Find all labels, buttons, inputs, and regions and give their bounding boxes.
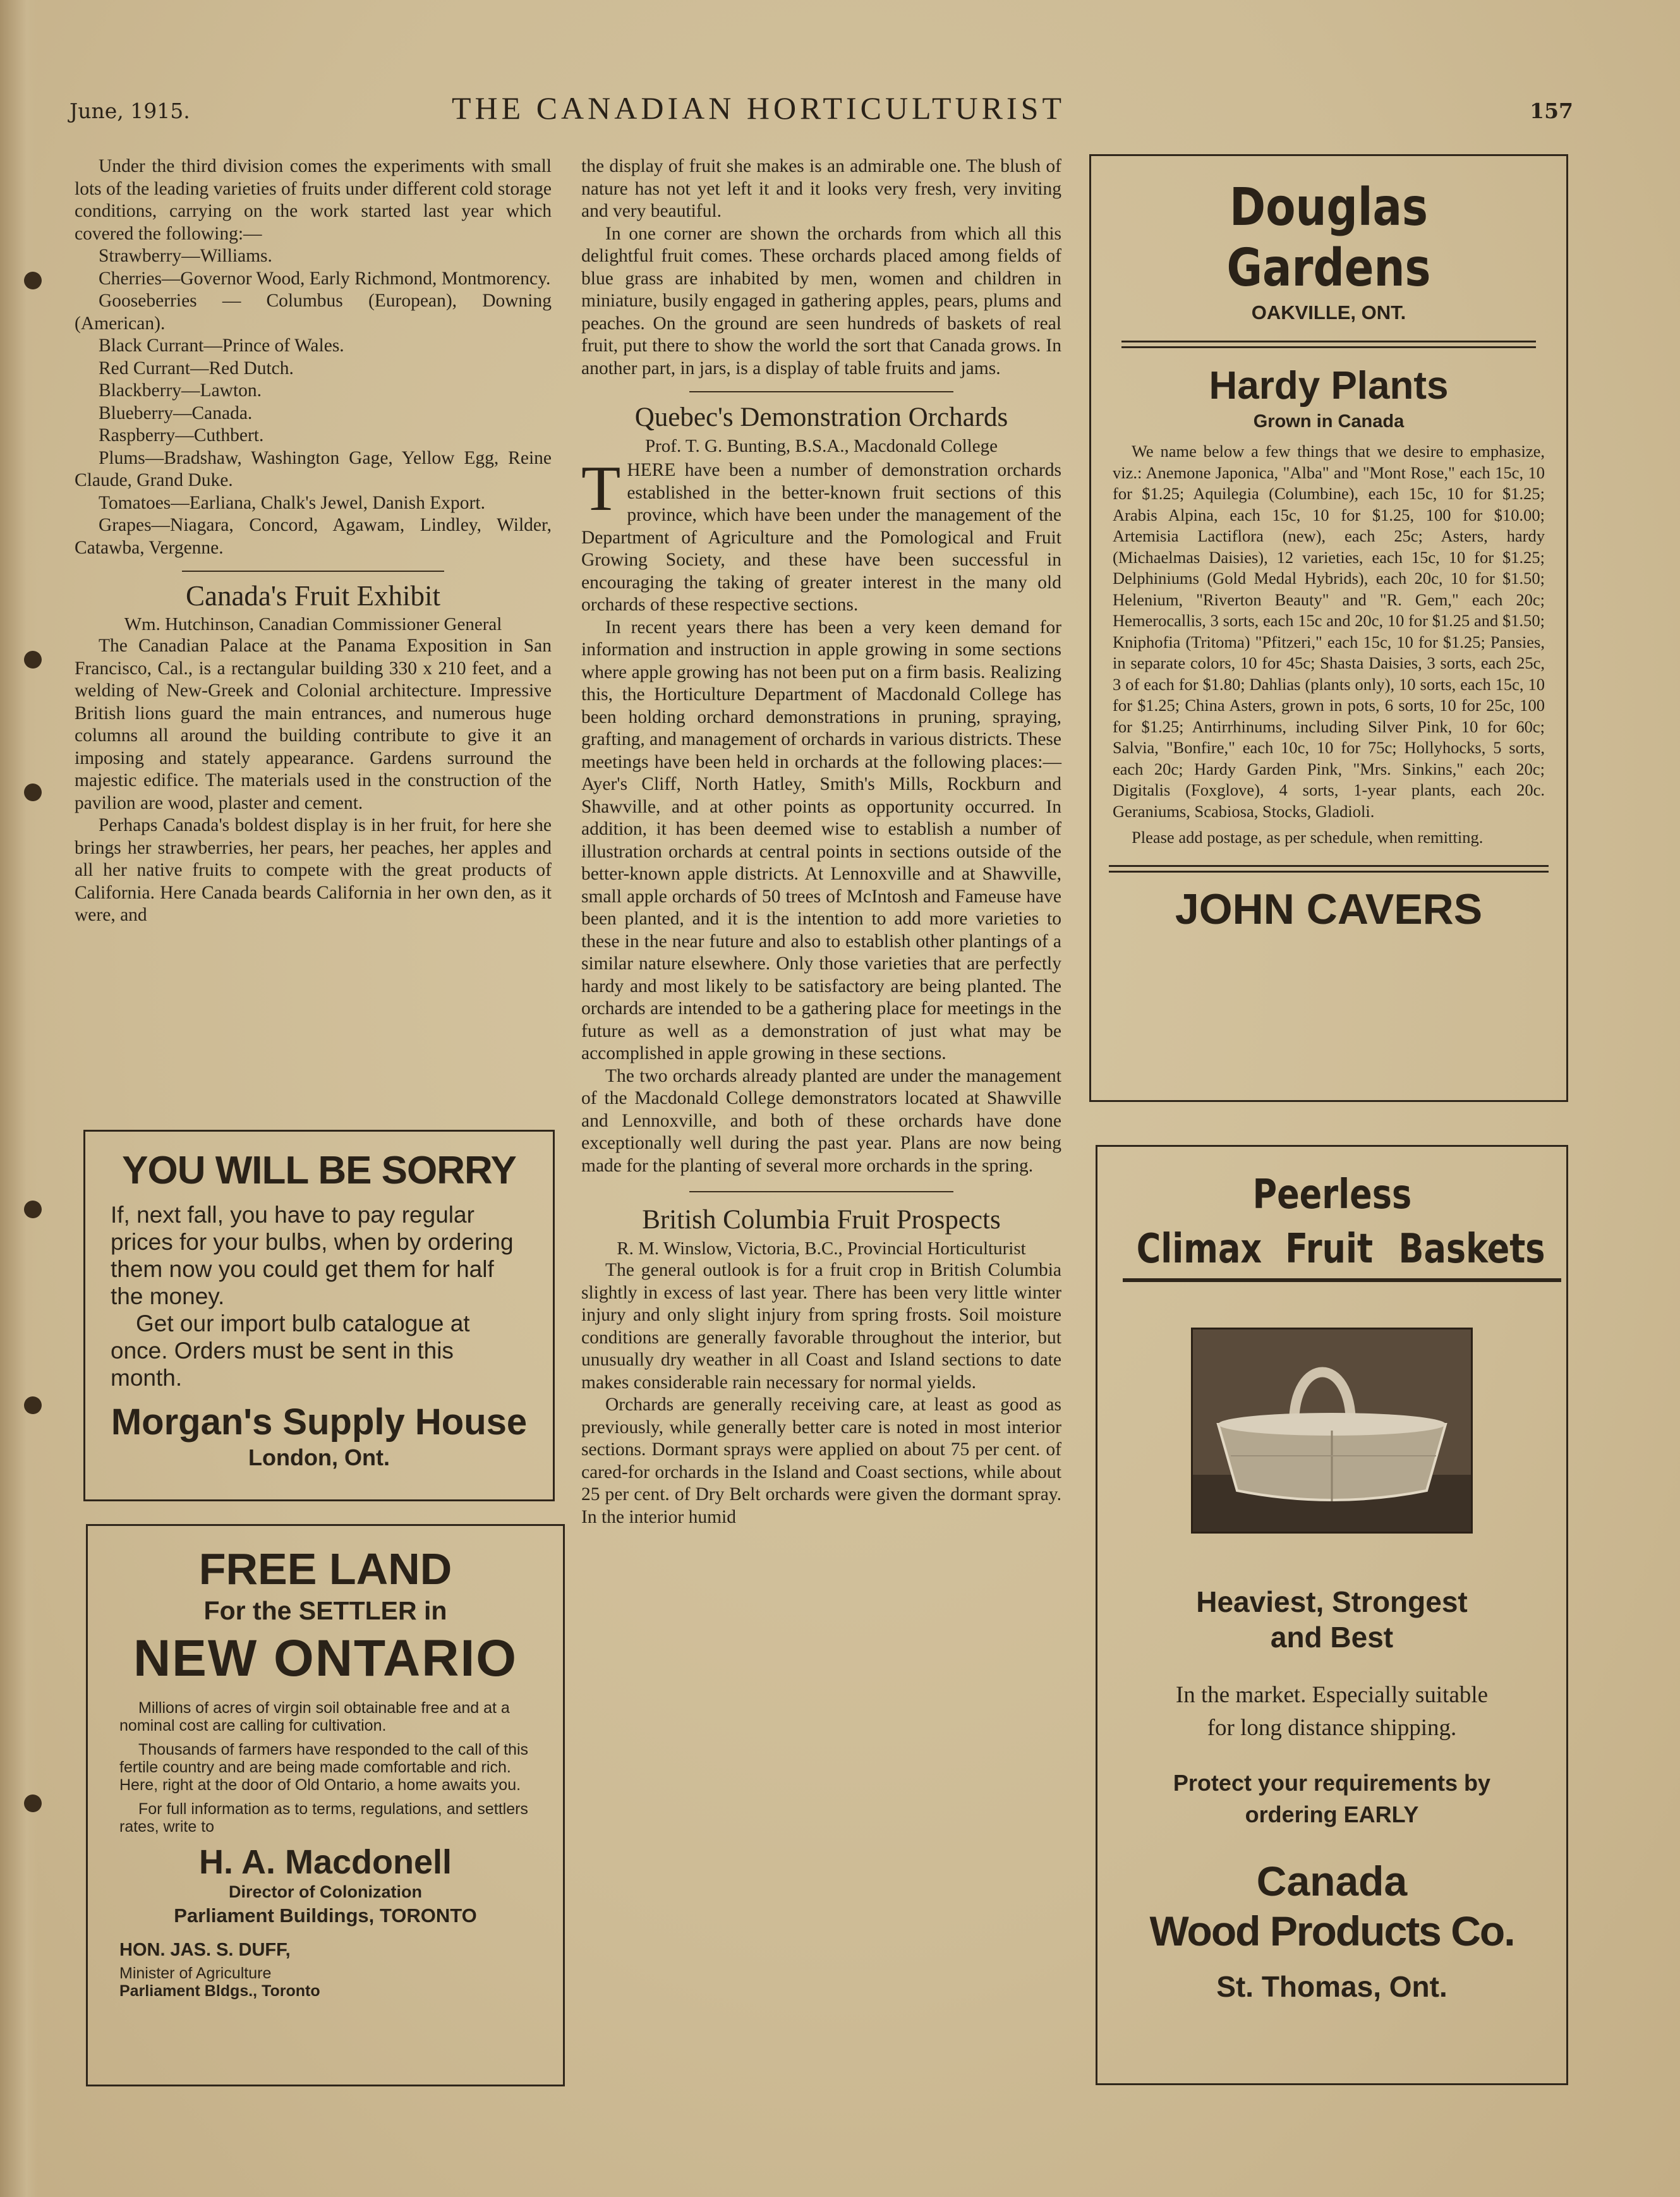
- basket-photo: [1191, 1328, 1473, 1534]
- list-item: Grapes—Niagara, Concord, Agawam, Lindley, Wilder, Catawba, Vergenne.: [75, 515, 552, 558]
- ad-subheadline: For the SETTLER in: [203, 1596, 447, 1625]
- list-item: Blueberry—Canada.: [99, 402, 253, 423]
- ad-company: Douglas Gardens: [1226, 178, 1431, 298]
- ad-fruit-baskets: [1096, 1145, 1568, 2085]
- article-paragraph: The general outlook is for a fruit crop in British Columbia slightly in excess of last year. There has been very little winter injury and only slight injury from spring frosts. Soil moisture conditions are generally favorable throughout the interior, but unusually dry weather in all Coast and Island sections to date makes considerable rain necessary for normal yields.: [581, 1260, 1061, 1393]
- column-two: [581, 155, 1061, 1528]
- ad-headline-row: [1116, 1225, 1547, 1282]
- ad-contact-name: H. A. Macdonell: [198, 1843, 452, 1881]
- section-divider: [689, 391, 953, 392]
- article-paragraph: Orchards are generally receiving care, at least as good as previously, while generally better care is noted in most interior sections. Dormant sprays were applied on about 75 per cent. of cared-for orchards in the Island and Coast sections, while about 25 per cent. of Dry Belt orchards were given the dormant spray. In the interior humid: [581, 1395, 1061, 1527]
- ad-company: Morgan's Supply House: [111, 1401, 528, 1443]
- storage-intro: Under the third division comes the experiments with small lots of the leading varieties of fruits under different cold storage conditions, carrying on the work started last year which covered the following:—: [75, 156, 552, 244]
- running-header: [69, 90, 1573, 134]
- ad-free-land: [86, 1524, 565, 2086]
- magazine-title: THE CANADIAN HORTICULTURIST: [452, 90, 1066, 126]
- double-rule: [1109, 865, 1549, 873]
- list-item: Blackberry—Lawton.: [99, 380, 262, 401]
- ad-city: London, Ont.: [248, 1444, 390, 1470]
- list-item: Strawberry—Williams.: [99, 246, 272, 266]
- ad-tagline: Heaviest, Strongest: [1196, 1585, 1468, 1618]
- ad-note: Please add postage, as per schedule, when remitting.: [1132, 828, 1484, 847]
- section-title: Canada's Fruit Exhibit: [185, 580, 441, 612]
- byline: Wm. Hutchinson, Canadian Commissioner General: [124, 614, 502, 634]
- ad-douglas-gardens: [1089, 154, 1568, 1102]
- list-item: Plums—Bradshaw, Washington Gage, Yellow Egg, Reine Claude, Grand Duke.: [75, 447, 552, 490]
- headline-word: [1123, 1225, 1276, 1282]
- ad-minister-name: HON. JAS. S. DUFF,: [119, 1940, 291, 1960]
- page-number: 157: [1530, 99, 1573, 123]
- ad-body: We name below a few things that we desire to emphasize, viz.: Anemone Japonica, "Alba" and "Mont Rose," each 15c, 10 for $1.25; Aquilegia (Columbine), each 15c, 10 for $1.25; Arabis Alpina, each 15c, 10 for $1.25, 100 for $10.00; Artemisia Lactiflora (new), each 25c; Asters, hardy (Michaelmas Daisies), 12 varieties, each 15c, 10 for $1.25; Delphiniums (Gold Medal Hybrids), each 20c, 10 for $1.50; Helenium, "Riverton Beauty" and "R. Gem," each 20c; Hemerocallis, 3 sorts, each 15c and 20c, 10 for $1.25 and $1.50; Kniphofia (Tritoma) "Pfitzeri," each 15c, 10 for $1.25; Pansies, in separate colors, 10 for 45c; Shasta Daisies, 3 sorts, each 25c, 3 of each for $1.80; Dahlias (plants only), 10 sorts, each 15c, 10 for $1.25; China Asters, grown in pots, 6 sorts, 10 for 25c, 100 for $1.25; Antirrhinums, including Silver Pink, 10 for 60c; Salvia, "Bonfire," each 10c, 10 for 75c; Hollyhocks, 5 sorts, each 20c; Hardy Garden Pink, "Mrs. Sinkins," each 20c; Digitalis (Foxglove), 4 sorts, 1-year plants, each 20c. Geraniums, Scabiosa, Stocks, Gladioli.: [1113, 442, 1545, 821]
- list-item: Black Currant—Prince of Wales.: [99, 336, 344, 356]
- byline: R. M. Winslow, Victoria, B.C., Provincial Horticulturist: [617, 1238, 1026, 1259]
- drop-cap: T: [581, 453, 621, 524]
- ad-headline: YOU WILL BE SORRY: [122, 1149, 516, 1192]
- ad-subheadline: Grown in Canada: [1253, 411, 1405, 432]
- byline: Prof. T. G. Bunting, B.S.A., Macdonald College: [645, 436, 998, 456]
- page-binding-edge: [0, 0, 38, 2197]
- ad-headline: Hardy Plants: [1209, 364, 1449, 408]
- issue-date: June, 1915.: [69, 99, 190, 123]
- ad-city: St. Thomas, Ont.: [1216, 1970, 1447, 2003]
- list-item: Cherries—Governor Wood, Early Richmond, Montmorency.: [99, 268, 551, 289]
- ad-contact-address: Parliament Buildings, TORONTO: [174, 1904, 477, 1927]
- article-paragraph: The two orchards already planted are under the management of the Macdonald College demonstrators located at Shawville and Lennoxville, and both of these orchards have done exceptionally well during the past year. Plans are now being made for the planting of several more orchards in the spring.: [581, 1065, 1061, 1176]
- ad-city: OAKVILLE, ONT.: [1251, 301, 1406, 324]
- ad-body: Get our import bulb catalogue at once. Orders must be sent in this month.: [111, 1310, 470, 1391]
- headline-word: Peerless: [1252, 1171, 1411, 1218]
- headline-word: [1276, 1225, 1382, 1282]
- ad-contact-title: Director of Colonization: [229, 1882, 422, 1901]
- section-divider: [182, 571, 444, 572]
- list-item: Raspberry—Cuthbert.: [99, 425, 264, 445]
- ad-cta: Protect your requirements by ordering EARLY: [1173, 1770, 1491, 1827]
- headline-word-text: Climax: [1136, 1226, 1262, 1273]
- ad-company: Canada: [1256, 1858, 1408, 1904]
- headline-word: [1382, 1225, 1561, 1282]
- headline-word-text: Fruit: [1285, 1226, 1374, 1273]
- list-item: Tomatoes—Earliana, Chalk's Jewel, Danish Export.: [99, 492, 485, 513]
- ad-company: Wood Products Co.: [1149, 1908, 1514, 1954]
- ad-body: In the market. Especially suitable for long distance shipping.: [1175, 1682, 1489, 1741]
- ad-body: For full information as to terms, regulations, and settlers rates, write to: [119, 1800, 528, 1836]
- ad-body: Thousands of farmers have responded to the call of this fertile country and are being made comfortable and rich. Here, right at the door of Old Ontario, a home awaits you.: [119, 1741, 529, 1794]
- ad-region: NEW ONTARIO: [133, 1630, 518, 1687]
- double-rule: [1121, 341, 1536, 348]
- ad-headline: [1116, 1171, 1547, 1219]
- ad-tagline: and Best: [1270, 1621, 1394, 1654]
- ad-body: If, next fall, you have to pay regular prices for your bulbs, when by ordering them now you could get them for half the money.: [111, 1202, 514, 1309]
- article-paragraph: The Canadian Palace at the Panama Exposition in San Francisco, Cal., is a rectangular building 330 x 210 feet, and a welding of New-Greek and Colonial architecture. Impressive British lions guard the main entrances, and numerous huge columns all around the building contribute to give it an imposing and stately appearance. Gardens surround the majestic edifice. The materials used in the construction of the pavilion are wood, plaster and cement.: [75, 636, 552, 813]
- ad-body: Millions of acres of virgin soil obtainable free and at a nominal cost are calling for cultivation.: [119, 1699, 510, 1734]
- paragraph-text: HERE have been a number of demonstration orchards established in the better-known fruit sections of this province, which have been under the management of the Department of Agriculture and the Pomological and Fruit Growing Society, and these have been successful in encouraging the taking of greater interest in the many old orchards of these respective sections.: [581, 460, 1061, 615]
- section-divider: [689, 1191, 953, 1192]
- list-item: Gooseberries — Columbus (European), Downing (American).: [75, 291, 552, 334]
- article-paragraph: In one corner are shown the orchards from which all this delightful fruit comes. These orchards placed among fields of blue grass are inhabited by men, women and children in miniature, busily engaged in gathering apples, pears, plums and peaches. On the ground are seen hundreds of baskets of real fruit, put there to show the world the sort that Canada grows. In another part, in jars, is a display of table fruits and jams.: [581, 223, 1061, 378]
- article-paragraph: Perhaps Canada's boldest display is in her fruit, for here she brings her strawberries, her pears, her peaches, her apples and all her native fruits to compete with the great products of California. Here Canada beards California in her own den, as it were, and: [75, 815, 552, 925]
- ad-morgans-supply: [83, 1130, 555, 1501]
- ad-headline: FREE LAND: [198, 1544, 452, 1594]
- article-paragraph: [581, 453, 1061, 617]
- column-one: [75, 155, 552, 927]
- list-item: Red Currant—Red Dutch.: [99, 358, 294, 378]
- fruit-variety-list: [75, 245, 552, 559]
- ad-minister-title: Minister of Agriculture: [119, 1964, 272, 1982]
- article-paragraph: In recent years there has been a very keen demand for information and instruction in apple growing in some sections where apple growing has not been put on a firm basis. Realizing this, the Horticulture Department of Macdonald College has been holding orchard demonstrations in pruning, spraying, grafting, and management of orchards in various districts. These meetings have been held in orchards at the following places:—Ayer's Cliff, North Hatley, Smith's Mills, Rockburn and Shawville, and at other points as opportunity occurred. In addition, it has been deemed wise to establish a number of illustration orchards at central points in sections outside of the better-known apple districts. At Lennoxville and at Shawville, small apple orchards of 50 trees of McIntosh and Fameuse have been planted, and it is the intention to add more varieties to these in the near future and also to establish other plantings of a similar nature elsewhere. Only those varieties that are perfectly hardy and most likely to be satisfactory are being planted. The orchards are intended to be a gathering place for meetings in the future as well as a demonstration of just what may be accomplished in apple growing in these sections.: [581, 617, 1061, 1063]
- article-paragraph: the display of fruit she makes is an admirable one. The blush of nature has not yet left it and it looks very fresh, very inviting and very beautiful.: [581, 156, 1061, 221]
- ad-owner: JOHN CAVERS: [1175, 885, 1483, 933]
- basket-illustration: [1193, 1329, 1471, 1532]
- section-title: British Columbia Fruit Prospects: [642, 1205, 1001, 1235]
- section-title: Quebec's Demonstration Orchards: [634, 402, 1008, 432]
- ad-minister-address: Parliament Bldgs., Toronto: [119, 1982, 320, 2000]
- headline-word-text: Baskets: [1398, 1226, 1545, 1273]
